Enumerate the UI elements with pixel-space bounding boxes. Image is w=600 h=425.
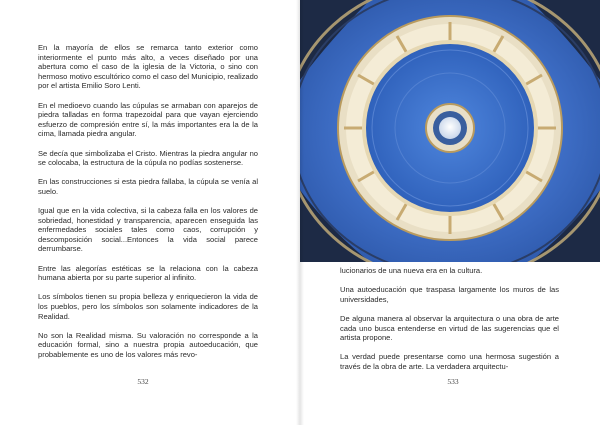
paragraph: De alguna manera al observar la arquitectura o una obra de arte cada uno busca entenderse en virtud de las sugerencias que el artista propone.	[340, 313, 559, 343]
paragraph: Entre las alegorías estéticas se la relaciona con la cabeza humana abierta por su parte superior al infinito.	[38, 263, 258, 283]
page-number: 533	[447, 377, 459, 386]
page-number: 532	[137, 377, 149, 386]
paragraph: En la mayoría de ellos se remarca tanto exterior como interiormente el punto más alto, a veces diseñado por una abertura como el caso de la iglesia de la Victoria, o sino con hermoso motivo escultórico como el caso del Municipio, realizado por el artista Emilio Soro Lenti.	[38, 43, 258, 91]
paragraph: Igual que en la vida colectiva, si la cabeza falla en los valores de sobriedad, honestidad y transparencia, aparecen enseguida las enfermedades sociales tales como caos, corrupción y descomposición social...Entonces la vida social parece derrumbarse.	[38, 206, 258, 254]
dome-interior-photo	[300, 0, 600, 262]
page-gutter	[296, 0, 304, 425]
left-page-body	[38, 43, 258, 369]
paragraph: Los símbolos tienen su propia belleza y enriquecieron la vida de los pueblos, pero los símbolos son solamente indicadores de la Realidad.	[38, 292, 258, 321]
paragraph: Se decía que simbolizaba el Cristo. Mientras la piedra angular no se colocaba, la estructura de la cúpula no podías sostenerse.	[38, 148, 258, 168]
right-page-body	[340, 266, 559, 381]
paragraph: lucionarios de una nueva era en la cultura.	[340, 266, 483, 275]
paragraph: La verdad puede presentarse como una hermosa sugestión a través de la obra de arte. La verdadera arquitectu-	[340, 352, 559, 371]
paragraph: Una autoeducación que traspasa largamente los muros de las universidades,	[340, 285, 559, 304]
paragraph: No son la Realidad misma. Su valoración no corresponde a la educación formal, sino a nuestra propia autoeducación, que probablemente es uno de los valores más revo-	[38, 330, 258, 359]
paragraph: En las construcciones si esta piedra fallaba, la cúpula se venía al suelo.	[38, 177, 258, 196]
paragraph: En el medioevo cuando las cúpulas se armaban con aparejos de piedra talladas en forma trapezoidal para que vayan ejerciendo esfuerzo de compresión entre sí, la más importantes era la de la cima, llamada piedra angular.	[38, 100, 258, 139]
